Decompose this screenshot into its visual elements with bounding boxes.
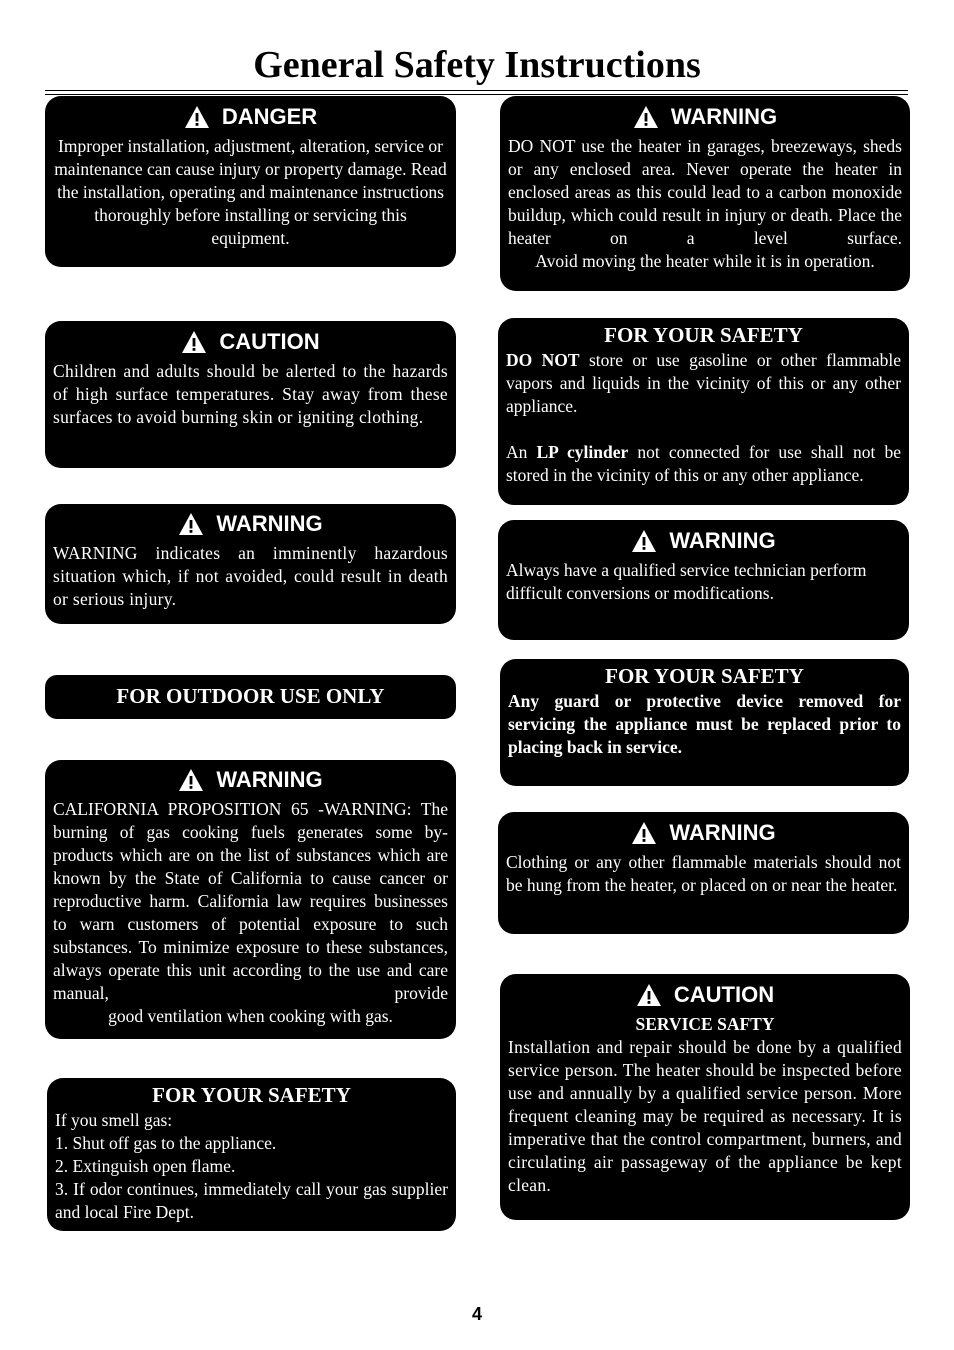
smell-gas-step-2: 2. Extinguish open flame.	[55, 1156, 236, 1176]
warning-triangle-icon	[633, 105, 659, 129]
danger-label: DANGER	[221, 104, 318, 129]
technician-warning-box	[498, 520, 909, 640]
warning-triangle-icon	[631, 529, 657, 553]
service-safety-subheader: SERVICE SAFTY	[635, 1014, 775, 1034]
warning-triangle-icon	[178, 512, 204, 536]
caution-header	[53, 327, 448, 357]
prop65-text-last-line: good ventilation when cooking with gas.	[108, 1006, 393, 1026]
smell-gas-step-3: 3. If odor continues, immediately call your gas supplier and local Fire Dept.	[55, 1179, 448, 1222]
flammable-safety-box	[498, 318, 909, 505]
smell-gas-box	[47, 1078, 456, 1231]
outdoor-use-box	[45, 675, 456, 719]
smell-gas-intro: If you smell gas:	[55, 1110, 173, 1130]
flammable-safety-paragraph-1	[506, 349, 901, 418]
smell-gas-header: FOR YOUR SAFETY	[152, 1083, 351, 1107]
clothing-warning-label: WARNING	[669, 820, 776, 845]
technician-warning-label: WARNING	[669, 528, 776, 553]
flammable-safety-paragraph-2-rest: not connected for use shall not be stored in the vicinity of this or any other appliance.	[506, 442, 901, 485]
caution-box	[45, 321, 456, 468]
service-caution-header	[508, 980, 902, 1010]
enclosed-area-warning-header	[508, 102, 902, 132]
warning-definition-box	[45, 504, 456, 624]
guard-safety-header: FOR YOUR SAFETY	[605, 664, 804, 688]
prop65-box	[45, 760, 456, 1039]
enclosed-area-warning-text: DO NOT use the heater in garages, breezeways, sheds or any enclosed area. Never operate the heater in enclosed areas as this could lead to a carbon monoxide buildup, which could result in injury or death. Place the heater on a level surface.	[508, 136, 902, 248]
page-number: 4	[471, 1304, 482, 1324]
flammable-safety-paragraph-2	[506, 441, 901, 487]
warning-triangle-icon	[181, 330, 207, 354]
warning-triangle-icon	[631, 821, 657, 845]
enclosed-area-warning-label: WARNING	[670, 104, 778, 129]
guard-safety-box	[500, 659, 909, 786]
caution-text: Children and adults should be alerted to the hazards of high surface temperatures. Stay away from these surfaces to avoid burning skin or igniting clothing.	[53, 361, 448, 427]
warning-triangle-icon	[178, 768, 204, 792]
flammable-safety-paragraph-1-rest: store or use gasoline or other flammable vapors and liquids in the vicinity of this or any other appliance.	[506, 350, 901, 416]
enclosed-area-warning-box	[500, 96, 910, 291]
service-caution-label: CAUTION	[673, 982, 775, 1007]
clothing-warning-text: Clothing or any other flammable materials should not be hung from the heater, or placed on or near the heater.	[506, 852, 901, 895]
title-rule-top	[45, 90, 908, 91]
flammable-safety-paragraph-2-pre: An	[506, 442, 537, 462]
clothing-warning-header	[506, 818, 901, 848]
technician-warning-header	[506, 526, 901, 556]
title-rule-bottom	[45, 94, 908, 95]
lp-cylinder-emphasis: LP cylinder	[536, 442, 629, 462]
smell-gas-step-1: 1. Shut off gas to the appliance.	[55, 1133, 277, 1153]
outdoor-use-label: FOR OUTDOOR USE ONLY	[116, 684, 385, 708]
page-title: General Safety Instructions	[253, 44, 701, 86]
prop65-text: CALIFORNIA PROPOSITION 65 -WARNING: The burning of gas cooking fuels generates some by-products which are on the list of substances which are known by the State of California to cause cancer or reproductive harm. California law requires businesses to warn customers of potential exposure to such substances. To minimize exposure to these substances, always operate this unit according to the use and care manual, provide	[53, 799, 448, 1003]
warning-definition-text: WARNING indicates an imminently hazardous situation which, if not avoided, could result in death or serious injury.	[53, 543, 448, 609]
guard-safety-text: Any guard or protective device removed for servicing the appliance must be replaced prior to placing back in service.	[508, 691, 901, 757]
enclosed-area-warning-last-line: Avoid moving the heater while it is in operation.	[535, 251, 875, 271]
warning-definition-label: WARNING	[216, 511, 323, 536]
danger-box	[45, 96, 456, 267]
service-caution-text: Installation and repair should be done by a qualified service person. The heater should be inspected before use and annually by a qualified service person. More frequent cleaning may be required as necessary. It is imperative that the control compartment, burners, and circulating air passageway of the appliance be kept clean.	[508, 1037, 902, 1195]
warning-definition-header	[53, 509, 448, 539]
clothing-warning-box	[498, 812, 909, 934]
danger-text: Improper installation, adjustment, alteration, service or maintenance can cause injury or property damage. Read the installation, operating and maintenance instructions thoroughly before installing or servicing this equipment.	[54, 136, 447, 248]
prop65-header	[53, 765, 448, 795]
warning-triangle-icon	[184, 105, 210, 129]
warning-triangle-icon	[636, 983, 662, 1007]
paragraph-spacer	[506, 418, 901, 441]
service-caution-box	[500, 974, 910, 1220]
flammable-safety-header: FOR YOUR SAFETY	[604, 323, 803, 347]
prop65-label: WARNING	[216, 767, 323, 792]
danger-header	[53, 102, 448, 132]
technician-warning-text: Always have a qualified service technician perform difficult conversions or modifications.	[506, 560, 867, 603]
do-not-emphasis: DO NOT	[506, 350, 580, 370]
caution-label: CAUTION	[219, 329, 320, 354]
